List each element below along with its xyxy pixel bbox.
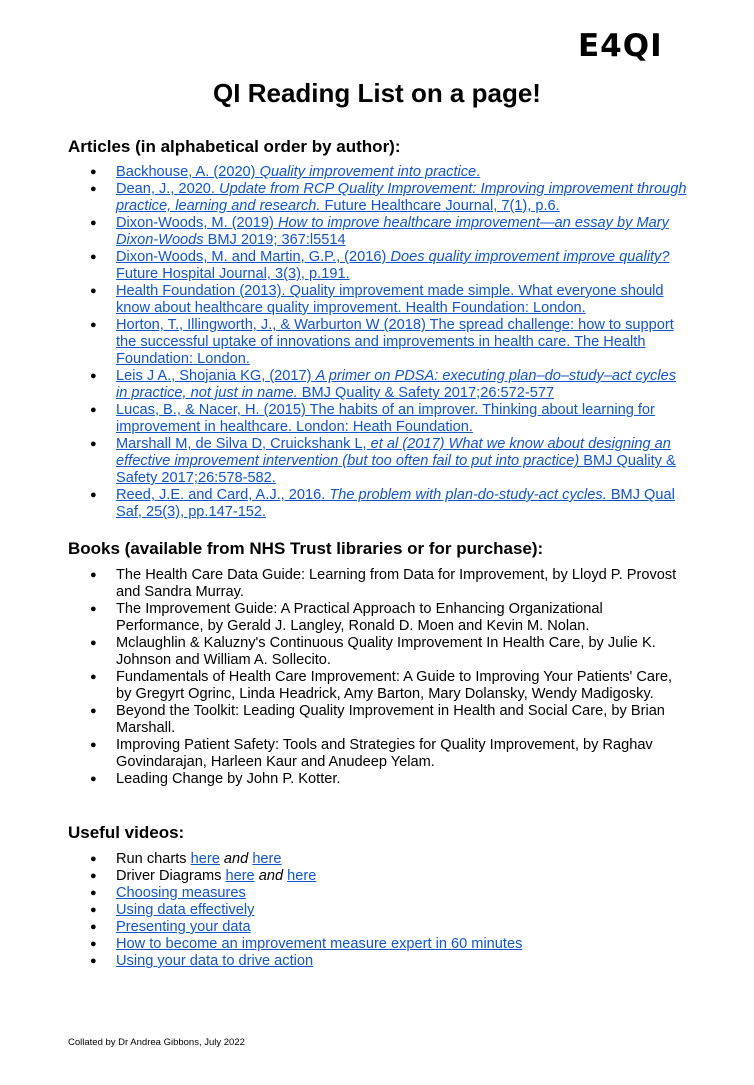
- run-charts-link-1[interactable]: here: [190, 851, 220, 867]
- e4qi-logo: E4QI: [578, 28, 663, 64]
- book-item: ● Leading Change by John P. Kotter.: [68, 771, 688, 788]
- book-item: ● Beyond the Toolkit: Leading Quality Improvement in Health and Social Care, by Brian Marshall.: [68, 703, 688, 737]
- videos-heading: Useful videos:: [68, 823, 185, 842]
- video-link-item[interactable]: ● Using data effectively: [68, 902, 688, 919]
- video-link-item[interactable]: ● Choosing measures: [68, 885, 688, 902]
- book-item: ● Improving Patient Safety: Tools and Strategies for Quality Improvement, by Raghav Govindarajan, Harleen Kaur and Anudeep Yelam.: [68, 737, 688, 771]
- video-link-item[interactable]: ● How to become an improvement measure expert in 60 minutes: [68, 936, 688, 953]
- books-list: [68, 567, 688, 788]
- book-item: ● Fundamentals of Health Care Improvement: A Guide to Improving Your Patients' Care, by Gregyrt Ogrinc, Linda Headrick, Amy Barton, Mary Dolansky, Wendy Madigosky.: [68, 669, 688, 703]
- article-item[interactable]: ● Reed, J.E. and Card, A.J., 2016. The problem with plan-do-study-act cycles. BMJ Qual Saf, 25(3), pp.147-152.: [68, 487, 688, 521]
- book-item: ● Mclaughlin & Kaluzny's Continuous Quality Improvement In Health Care, by Julie K. Johnson and William A. Sollecito.: [68, 635, 688, 669]
- footer-credit: Collated by Dr Andrea Gibbons, July 2022: [68, 1037, 245, 1048]
- article-item[interactable]: ● Backhouse, A. (2020) Quality improvement into practice.: [68, 164, 688, 181]
- book-item: ● The Health Care Data Guide: Learning from Data for Improvement, by Lloyd P. Provost and Sandra Murray.: [68, 567, 688, 601]
- books-heading: Books (available from NHS Trust libraries or for purchase):: [68, 539, 544, 558]
- article-item[interactable]: ● Horton, T., Illingworth, J., & Warburton W (2018) The spread challenge: how to support the successful uptake of innovations and improvements in health care. The Health Foundation: London.: [68, 317, 688, 368]
- articles-heading: Articles (in alphabetical order by author):: [68, 137, 401, 156]
- article-item[interactable]: ● Dixon-Woods, M. (2019) How to improve healthcare improvement—an essay by Mary Dixon-Woods BMJ 2019; 367:l5514: [68, 215, 688, 249]
- article-item[interactable]: ● Marshall M, de Silva D, Cruickshank L, et al (2017) What we know about designing an effective improvement intervention (but too often fail to put into practice) BMJ Quality & Safety 2017;26:578-582.: [68, 436, 688, 487]
- video-link-item[interactable]: ● Using your data to drive action: [68, 953, 688, 970]
- article-item[interactable]: ● Health Foundation (2013). Quality improvement made simple. What everyone should know about healthcare quality improvement. Health Foundation: London.: [68, 283, 688, 317]
- driver-diagrams-link-1[interactable]: here: [225, 868, 255, 884]
- book-item: ● The Improvement Guide: A Practical Approach to Enhancing Organizational Performance, by Gerald J. Langley, Ronald D. Moen and Kevin M. Nolan.: [68, 601, 688, 635]
- article-item[interactable]: ● Dixon-Woods, M. and Martin, G.P., (2016) Does quality improvement improve quality? Future Hospital Journal, 3(3), p.191.: [68, 249, 688, 283]
- articles-list: [68, 164, 688, 521]
- video-item-run-charts: ● Run charts here and here: [68, 851, 688, 868]
- page-title: QI Reading List on a page!: [213, 78, 541, 108]
- article-item[interactable]: ● Dean, J., 2020. Update from RCP Quality Improvement: Improving improvement through practice, learning and research. Future Healthcare Journal, 7(1), p.6.: [68, 181, 688, 215]
- videos-list: [68, 851, 688, 970]
- article-item[interactable]: ● Leis J A., Shojania KG, (2017) A primer on PDSA: executing plan–do–study–act cycles in practice, not just in name. BMJ Quality & Safety 2017;26:572-577: [68, 368, 688, 402]
- run-charts-link-2[interactable]: here: [252, 851, 282, 867]
- article-item[interactable]: ● Lucas, B., & Nacer, H. (2015) The habits of an improver. Thinking about learning for improvement in healthcare. London: Heath Foundation.: [68, 402, 688, 436]
- driver-diagrams-link-2[interactable]: here: [287, 868, 317, 884]
- video-link-item[interactable]: ● Presenting your data: [68, 919, 688, 936]
- video-item-driver-diagrams: ● Driver Diagrams here and here: [68, 868, 688, 885]
